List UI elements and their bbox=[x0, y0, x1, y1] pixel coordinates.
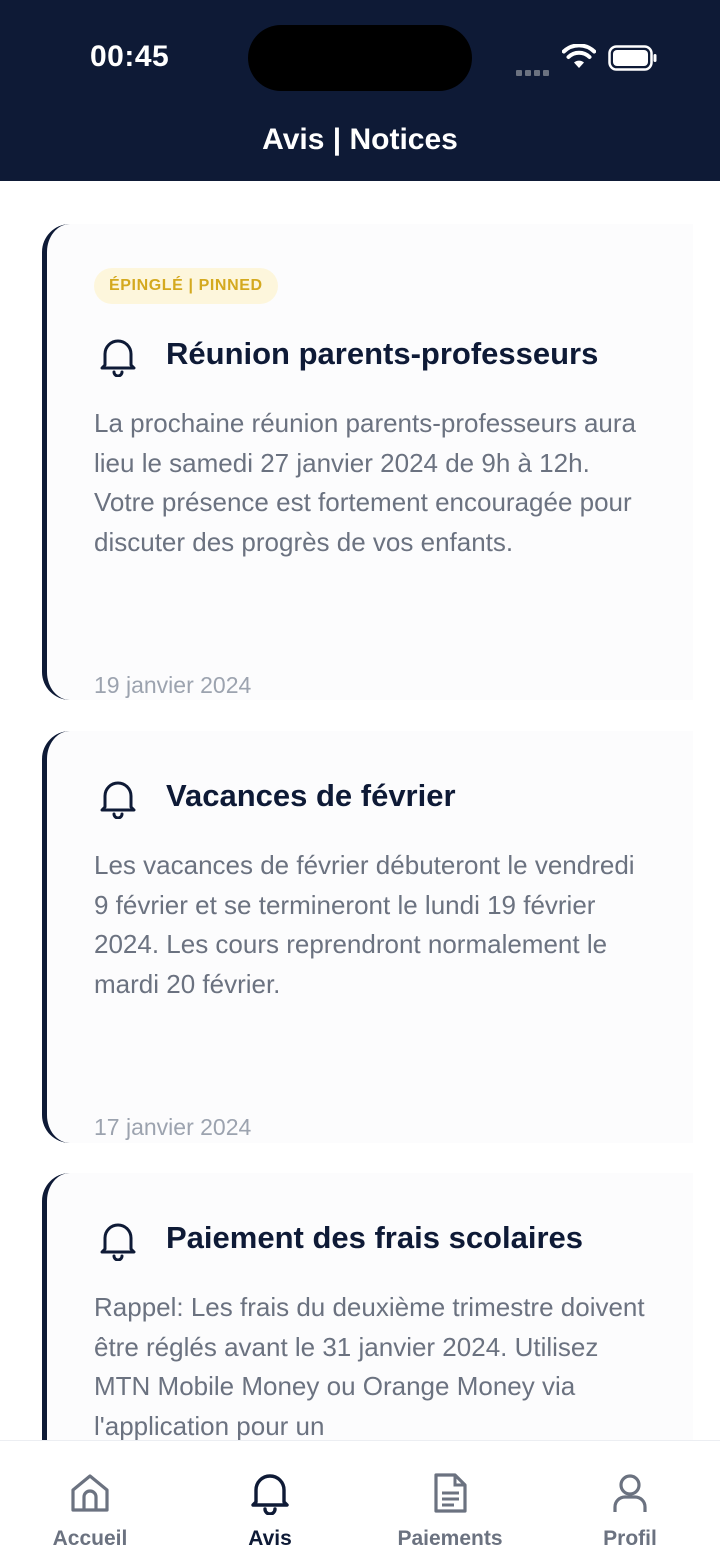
wifi-icon bbox=[562, 44, 596, 70]
tab-accueil[interactable] bbox=[0, 1441, 180, 1566]
notice-title: Paiement des frais scolaires bbox=[166, 1220, 584, 1255]
tab-label: Avis bbox=[248, 1527, 292, 1550]
tab-paiements[interactable] bbox=[360, 1441, 540, 1566]
notice-title: Réunion parents-professeurs bbox=[166, 336, 599, 371]
notice-card[interactable] bbox=[42, 731, 693, 1143]
notice-card[interactable] bbox=[42, 1173, 693, 1440]
notice-body: La prochaine réunion parents-professeurs aura lieu le samedi 27 janvier 2024 de 9h à 12h. Votre présence est fortement encouragée pour discuter des progrès de vos enfants. bbox=[94, 408, 637, 557]
bottom-tab-bar bbox=[0, 1440, 720, 1566]
notice-date: 19 janvier 2024 bbox=[94, 672, 252, 698]
user-icon bbox=[608, 1471, 652, 1515]
tab-label: Paiements bbox=[397, 1527, 503, 1550]
cellular-signal-icon bbox=[516, 63, 552, 81]
pinned-badge: ÉPINGLÉ | PINNED bbox=[94, 268, 278, 304]
dynamic-island bbox=[248, 25, 472, 91]
bell-icon bbox=[97, 1219, 139, 1261]
status-time: 00:45 bbox=[90, 40, 170, 73]
tab-profil[interactable] bbox=[540, 1441, 720, 1566]
notice-body: Rappel: Les frais du deuxième trimestre doivent être réglés avant le 31 janvier 2024. Utilisez MTN Mobile Money ou Orange Money via l'application pour un bbox=[94, 1292, 645, 1440]
app-header bbox=[0, 0, 720, 181]
notice-title: Vacances de février bbox=[166, 778, 456, 813]
tab-avis[interactable] bbox=[180, 1441, 360, 1566]
bell-icon bbox=[97, 777, 139, 819]
notice-body: Les vacances de février débuteront le vendredi 9 février et se termineront le lundi 19 février 2024. Les cours reprendront normalement le mardi 20 février. bbox=[94, 850, 635, 999]
notice-date: 17 janvier 2024 bbox=[94, 1114, 252, 1140]
home-icon bbox=[68, 1471, 112, 1515]
bell-icon bbox=[248, 1471, 292, 1515]
notices-list[interactable] bbox=[0, 181, 720, 1440]
page-title: Avis | Notices bbox=[262, 123, 458, 156]
battery-icon bbox=[608, 45, 658, 71]
bell-icon bbox=[97, 335, 139, 377]
notice-card[interactable] bbox=[42, 224, 693, 700]
tab-label: Profil bbox=[603, 1527, 657, 1550]
document-icon bbox=[428, 1471, 472, 1515]
tab-label: Accueil bbox=[52, 1527, 128, 1550]
